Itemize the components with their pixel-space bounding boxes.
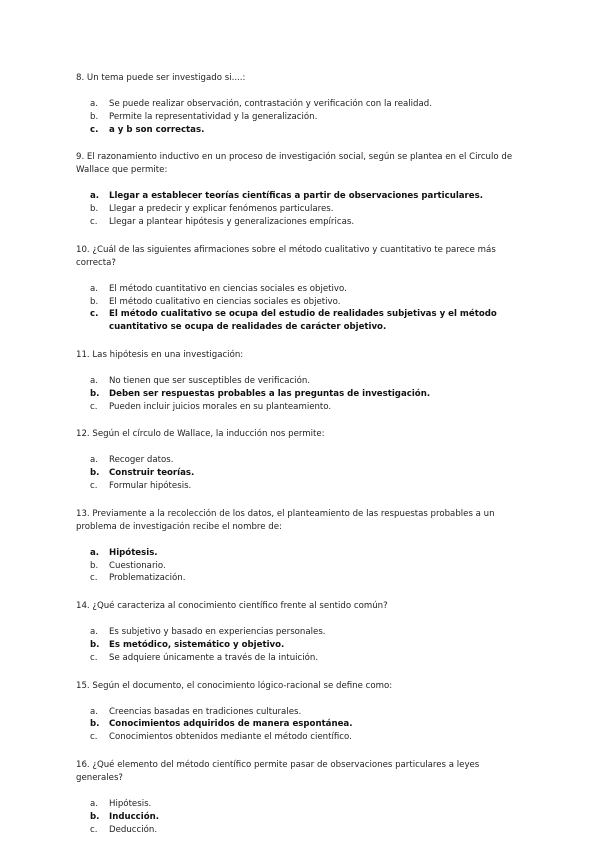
option-letter: c. [90,309,99,320]
option-text: Inducción. [109,811,160,822]
option-text: Es subjetivo y basado en experiencias personales. [109,627,326,638]
option-letter: b. [90,468,100,479]
question-block [76,759,514,836]
option-text: Deducción. [109,824,158,835]
option-letter: a. [90,547,100,558]
question-text: 15. Según el documento, el conocimiento lógico-racional se define como: [76,680,393,691]
option-text: Llegar a predecir y explicar fenómenos particulares. [109,204,334,215]
option-letter: b. [90,811,100,822]
answer-option [76,401,514,414]
question-text: 12. Según el círculo de Wallace, la inducción nos permite: [76,429,325,440]
option-text: Se adquiere únicamente a través de la intuición. [109,652,319,663]
option-text: Hipótesis. [109,798,152,809]
option-letter: a. [90,283,98,294]
answer-options [76,98,514,136]
answer-option [76,216,514,229]
question-text: 10. ¿Cuál de las siguientes afirmaciones sobre el método cualitativo y cuantitativo te parece más correcta? [76,244,496,268]
option-letter: b. [90,296,99,307]
option-letter: c. [90,573,98,584]
answer-options [76,547,514,585]
answer-option-correct [76,124,514,137]
answer-option [76,560,514,573]
option-letter: c. [90,732,98,743]
option-letter: c. [90,216,98,227]
option-text: Formular hipótesis. [109,480,192,491]
answer-option [76,731,514,744]
option-letter: b. [90,388,100,399]
answer-option-correct [76,547,514,560]
option-text: Es metódico, sistemático y objetivo. [109,639,285,650]
option-letter: b. [90,111,99,122]
option-letter: b. [90,639,100,650]
option-text: Pueden incluir juicios morales en su planteamiento. [109,401,332,412]
answer-options [76,626,514,664]
option-letter: c. [90,401,98,412]
answer-option [76,203,514,216]
option-letter: c. [90,124,99,135]
question-text: 9. El razonamiento inductivo en un proceso de investigación social, según se plantea en el Circulo de Wallace que permite: [76,152,513,176]
option-text: Cuestionario. [109,560,166,571]
option-text: Deben ser respuestas probables a las preguntas de investigación. [109,388,431,399]
question-block [76,349,514,413]
answer-option-correct [76,190,514,203]
option-letter: a. [90,706,98,717]
answer-option [76,296,514,309]
option-text: El método cualitativo se ocupa del estudio de realidades subjetivas y el método cuantitativo se ocupa de realidades de carácter objetivo. [109,309,497,333]
answer-option [76,652,514,665]
answer-option [76,706,514,719]
question-block [76,72,514,136]
answer-option-correct [76,718,514,731]
answer-options [76,798,514,836]
answer-option-correct [76,811,514,824]
option-text: Construir teorías. [109,468,195,479]
option-letter: a. [90,191,100,202]
option-letter: b. [90,560,99,571]
option-text: Conocimientos obtenidos mediante el método científico. [109,732,352,743]
option-text: El método cualitativo en ciencias sociales es objetivo. [109,296,341,307]
option-letter: b. [90,719,100,730]
question-block [76,508,514,585]
option-text: No tienen que ser susceptibles de verificación. [109,375,311,386]
option-letter: c. [90,652,98,663]
question-block [76,244,514,334]
answer-options [76,283,514,334]
question-text: 11. Las hipótesis en una investigación: [76,349,244,360]
question-block [76,428,514,492]
answer-option [76,572,514,585]
option-letter: a. [90,455,98,466]
answer-options [76,706,514,744]
answer-option [76,824,514,837]
option-text: Permite la representatividad y la generalización. [109,111,318,122]
answer-option [76,480,514,493]
answer-option [76,111,514,124]
answer-option [76,283,514,296]
option-letter: a. [90,99,98,109]
answer-option [76,454,514,467]
option-letter: a. [90,798,98,809]
answer-option [76,626,514,639]
answer-options [76,375,514,413]
option-text: El método cuantitativo en ciencias sociales es objetivo. [109,283,347,294]
question-list [76,72,514,836]
answer-option-correct [76,388,514,401]
answer-option-correct [76,467,514,480]
option-text: Recoger datos. [109,455,174,466]
answer-option [76,375,514,388]
answer-option [76,798,514,811]
option-text: Se puede realizar observación, contrastación y verificación con la realidad. [109,99,432,109]
question-block [76,600,514,664]
option-letter: b. [90,204,99,215]
question-block [76,680,514,744]
option-text: Conocimientos adquiridos de manera espontánea. [109,719,353,730]
answer-options [76,190,514,228]
answer-option [76,98,514,111]
option-text: Llegar a plantear hipótesis y generalizaciones empíricas. [109,216,355,227]
question-text: 13. Previamente a la recolección de los datos, el planteamiento de las respuestas probables a un problema de investigación recibe el nombre de: [76,508,495,532]
option-text: Hipótesis. [109,547,158,558]
option-letter: c. [90,480,98,491]
answer-options [76,454,514,492]
option-letter: c. [90,824,98,835]
question-text: 14. ¿Qué caracteriza al conocimiento científico frente al sentido común? [76,601,388,612]
answer-option-correct [76,308,514,334]
option-text: Llegar a establecer teorías científicas a partir de observaciones particulares. [109,191,484,202]
question-text: 8. Un tema puede ser investigado si....: [76,73,246,83]
option-text: Creencias basadas en tradiciones culturales. [109,706,302,717]
answer-option-correct [76,639,514,652]
option-letter: a. [90,627,98,638]
question-text: 16. ¿Qué elemento del método científico permite pasar de observaciones particulares a leyes generales? [76,759,480,783]
option-text: Problematización. [109,573,186,584]
question-block [76,151,514,228]
option-letter: a. [90,375,98,386]
option-text: a y b son correctas. [109,124,205,135]
